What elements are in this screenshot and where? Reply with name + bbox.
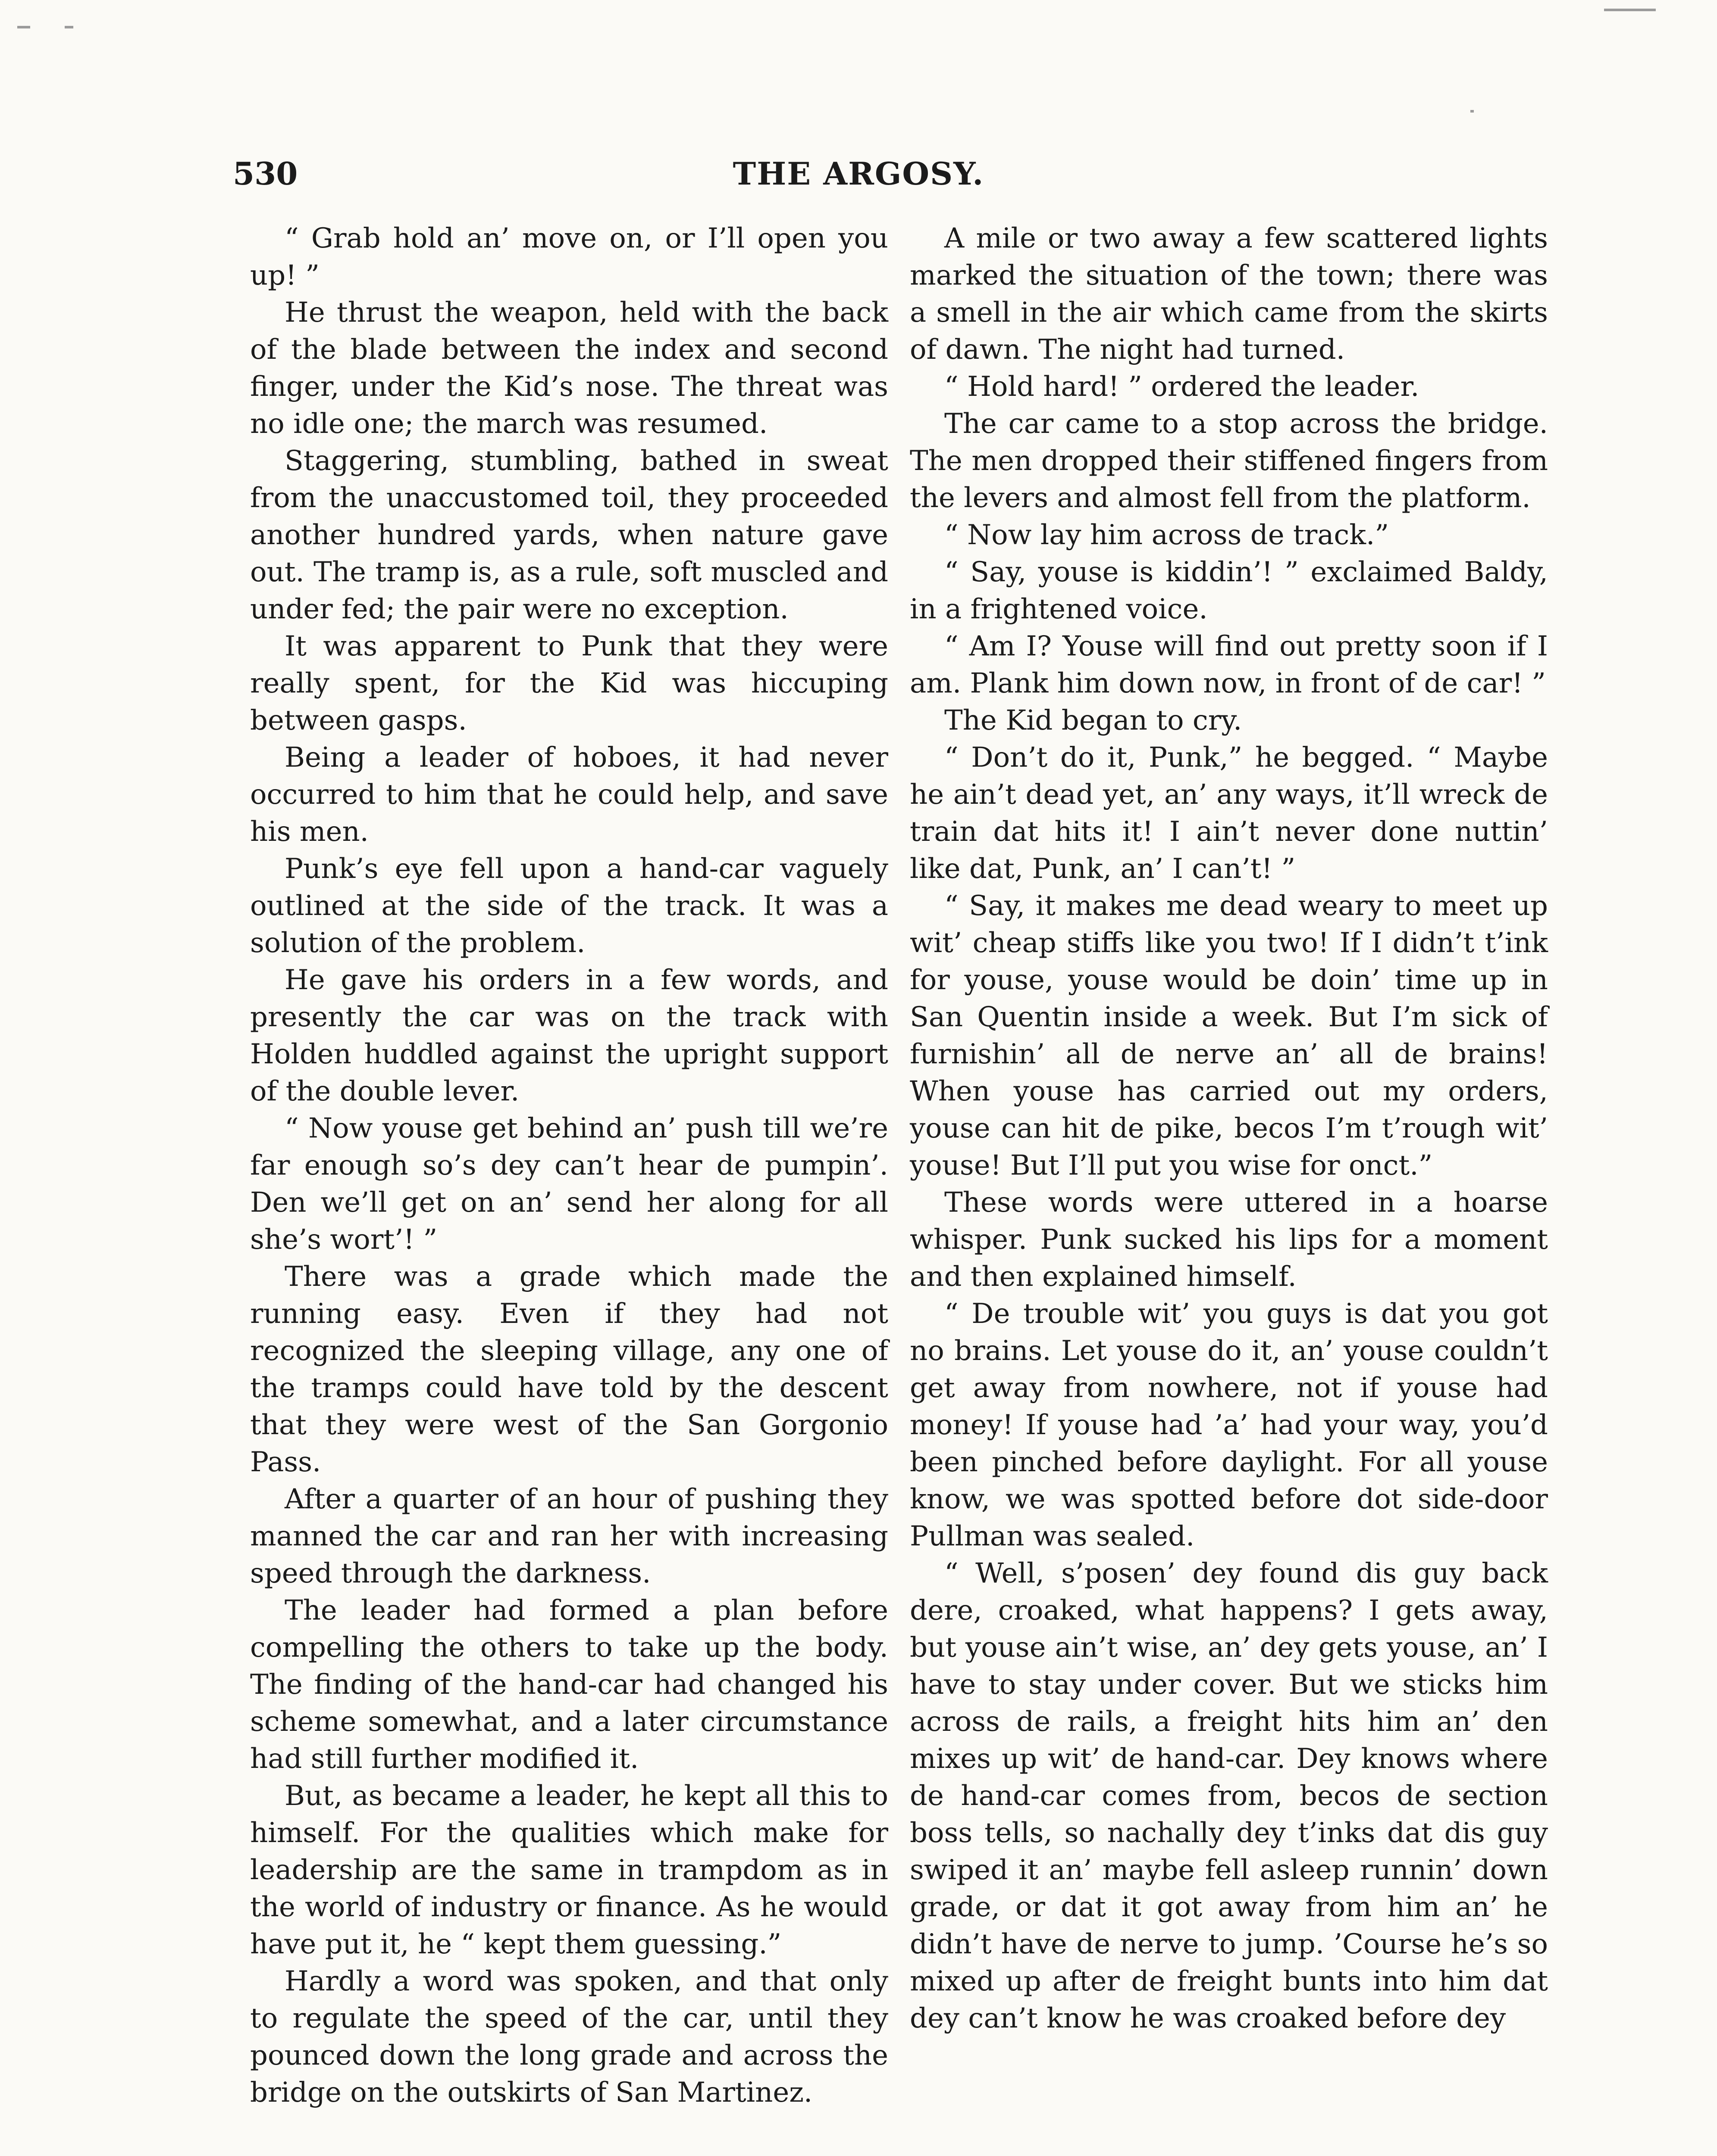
paragraph: Being a leader of hoboes, it had never occurred to him that he could help, and save his men. <box>250 742 888 848</box>
paragraph: “ Well, s’posen’ dey found dis guy back dere, croaked, what happens? I gets away, but youse ain’t wise, an’ dey gets youse, an’ I have to stay under cover. But we sticks him across de rails, a freight hits him an’ den mixes up wit’ de hand-car. Dey knows where de hand-car comes from, becos de section boss tells, so nachally dey t’inks dat dis guy swiped it an’ maybe fell asleep runnin’ down grade, or dat it got away from him an’ he didn’t have de nerve to jump. ’Course he’s so mixed up after de freight bunts into him dat dey can’t know he was croaked before dey <box>910 1557 1548 2034</box>
paragraph: “ Now youse get behind an’ push till we’re far enough so’s dey can’t hear de pumpin’. Den we’ll get on an’ send her along for all she’s wort’! ” <box>250 1112 888 1256</box>
paragraph: A mile or two away a few scattered lights marked the situation of the town; there was a smell in the air which came from the skirts of dawn. The night had turned. <box>910 222 1548 366</box>
paragraph: “ De trouble wit’ you guys is dat you got no brains. Let youse do it, an’ youse couldn’t get away from nowhere, not if youse had money! If youse had ’a’ had your way, you’d been pinched before daylight. For all youse know, we was spotted before dot side-door Pullman was sealed. <box>910 1298 1548 1552</box>
paragraph: The leader had formed a plan before compelling the others to take up the body. The finding of the hand-car had changed his scheme somewhat, and a later circumstance had still further modified it. <box>250 1595 888 1775</box>
paragraph: The car came to a stop across the bridge. The men dropped their stiffened fingers from the levers and almost fell from the platform. <box>910 408 1548 514</box>
paragraph: “ Hold hard! ” ordered the leader. <box>944 371 1419 403</box>
paragraph: “ Say, youse is kiddin’! ” exclaimed Baldy, in a frightened voice. <box>910 556 1548 625</box>
paragraph: “ Don’t do it, Punk,” he begged. “ Maybe he ain’t dead yet, an’ any ways, it’ll wreck de train dat hits it! I ain’t never done nuttin’ like dat, Punk, an’ I can’t! ” <box>910 742 1548 885</box>
scan-speck <box>65 26 73 28</box>
paragraph: These words were uttered in a hoarse whisper. Punk sucked his lips for a moment and then explained himself. <box>910 1187 1548 1293</box>
paragraph: After a quarter of an hour of pushing they manned the car and ran her with increasing speed through the darkness. <box>250 1483 888 1589</box>
paragraph: “ Am I? Youse will find out pretty soon if I am. Plank him down now, in front of de car! ” <box>910 630 1548 699</box>
scan-speck <box>17 26 30 28</box>
paragraph: “ Say, it makes me dead weary to meet up wit’ cheap stiffs like you two! If I didn’t t’ink for youse, youse would be doin’ time up in San Quentin inside a week. But I’m sick of furnishin’ all de nerve an’ all de brains! When youse has carried out my orders, youse can hit de pike, becos I’m t’rough wit’ youse! But I’ll put you wise for onct.” <box>910 890 1548 1181</box>
right-column <box>910 220 1548 2037</box>
paragraph: Staggering, stumbling, bathed in sweat from the unaccustomed toil, they proceeded another hundred yards, when nature gave out. The tramp is, as a rule, soft muscled and under fed; the pair were no exception. <box>250 445 888 625</box>
paragraph: But, as became a leader, he kept all this to himself. For the qualities which make for leadership are the same in trampdom as in the world of industry or finance. As he would have put it, he “ kept them guessing.” <box>250 1780 888 1960</box>
paragraph: He gave his orders in a few words, and presently the car was on the track with Holden huddled against the upright support of the double lever. <box>250 964 888 1107</box>
running-title: THE ARGOSY. <box>733 155 984 192</box>
scan-speck <box>1604 9 1656 11</box>
paragraph: The Kid began to cry. <box>944 705 1242 736</box>
paragraph: Punk’s eye fell upon a hand-car vaguely outlined at the side of the track. It was a solution of the problem. <box>250 853 888 959</box>
left-column <box>250 220 888 2111</box>
paragraph: Hardly a word was spoken, and that only to regulate the speed of the car, until they pounced down the long grade and across the bridge on the outskirts of San Martinez. <box>250 1965 888 2109</box>
paragraph: “ Now lay him across de track.” <box>944 519 1389 551</box>
paragraph: There was a grade which made the running easy. Even if they had not recognized the sleeping village, any one of the tramps could have told by the descent that they were west of the San Gorgonio Pass. <box>250 1261 888 1478</box>
scan-speck <box>1470 110 1474 113</box>
paragraph: “ Grab hold an’ move on, or I’ll open you up! ” <box>250 222 888 291</box>
paragraph: It was apparent to Punk that they were really spent, for the Kid was hiccuping between gasps. <box>250 630 888 736</box>
page-number: 530 <box>233 155 298 192</box>
paragraph: He thrust the weapon, held with the back of the blade between the index and second finger, under the Kid’s nose. The threat was no idle one; the march was resumed. <box>250 297 888 440</box>
